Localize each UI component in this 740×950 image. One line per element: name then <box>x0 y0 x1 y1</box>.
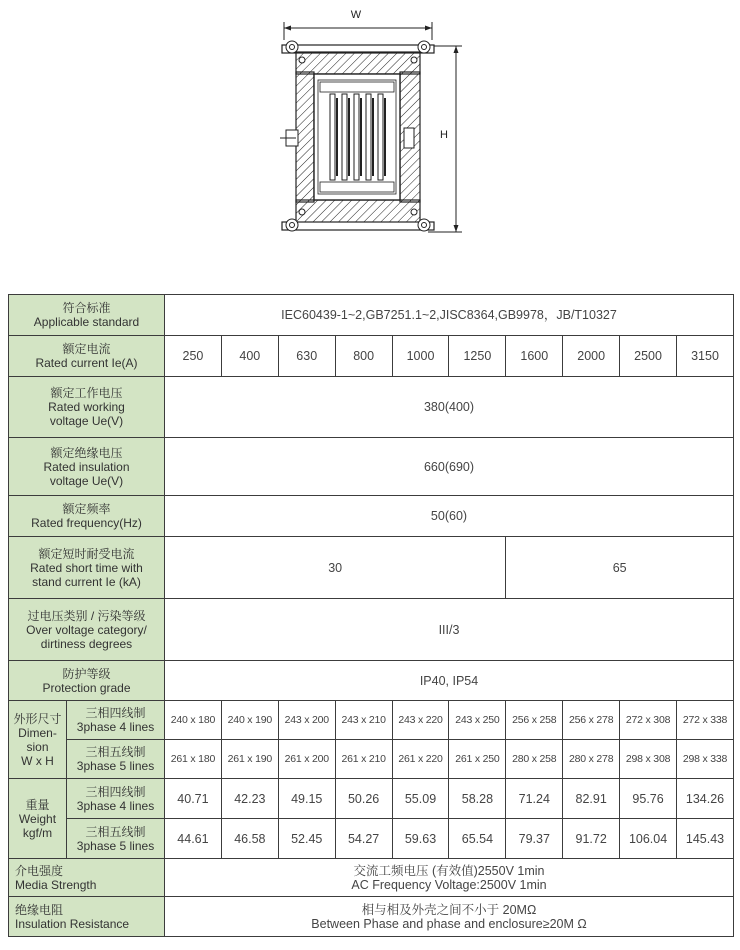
label-protection-grade: 防护等级 Protection grade <box>9 661 165 701</box>
label-insulation-resistance: 绝缘电阻 Insulation Resistance <box>9 897 165 937</box>
dimension-value: 243 x 250 <box>449 701 506 740</box>
current-value: 2000 <box>563 336 620 377</box>
label-dimension: 外形尺寸 Dimen- sion W x H <box>9 701 67 779</box>
value-overvoltage-category: III/3 <box>165 599 734 661</box>
row-rated-insulation-voltage <box>9 438 734 496</box>
weight-value: 44.61 <box>165 819 222 859</box>
dimension-value: 243 x 220 <box>392 701 449 740</box>
top-cover <box>296 52 420 74</box>
weight-value: 55.09 <box>392 779 449 819</box>
row-rated-frequency <box>9 496 734 537</box>
current-value: 1600 <box>506 336 563 377</box>
current-value: 1250 <box>449 336 506 377</box>
dimension-value: 261 x 200 <box>278 740 335 779</box>
weight-value: 95.76 <box>620 779 677 819</box>
value-insulation-resistance: 相与相及外壳之间不小于 20MΩ Between Phase and phase and enclosure≥20M Ω <box>165 897 734 937</box>
dimension-value: 256 x 278 <box>563 701 620 740</box>
current-value: 1000 <box>392 336 449 377</box>
dimension-value: 280 x 278 <box>563 740 620 779</box>
label-weight-3phase-4-lines: 三相四线制 3phase 4 lines <box>67 779 165 819</box>
row-rated-working-voltage <box>9 377 734 438</box>
label-3phase-4-lines: 三相四线制 3phase 4 lines <box>67 701 165 740</box>
label-rated-insulation-voltage: 额定绝缘电压 Rated insulation voltage Ue(V) <box>9 438 165 496</box>
dimension-value: 272 x 338 <box>677 701 734 740</box>
weight-value: 91.72 <box>563 819 620 859</box>
current-value: 800 <box>335 336 392 377</box>
row-rated-current <box>9 336 734 377</box>
row-dimension-4-lines <box>9 701 734 740</box>
width-label: W <box>350 9 362 21</box>
dimension-value: 280 x 258 <box>506 740 563 779</box>
row-short-time-current <box>9 537 734 599</box>
value-short-time-high: 65 <box>506 537 734 599</box>
row-protection-grade <box>9 661 734 701</box>
dimension-value: 298 x 338 <box>677 740 734 779</box>
dimension-value: 261 x 220 <box>392 740 449 779</box>
label-rated-frequency: 额定频率 Rated frequency(Hz) <box>9 496 165 537</box>
label-overvoltage-category: 过电压类别 / 污染等级 Over voltage category/ dirtiness degrees <box>9 599 165 661</box>
dimension-value: 261 x 180 <box>165 740 222 779</box>
current-value: 400 <box>221 336 278 377</box>
row-media-strength <box>9 859 734 897</box>
dimension-value: 261 x 250 <box>449 740 506 779</box>
dimension-value: 261 x 210 <box>335 740 392 779</box>
weight-value: 58.28 <box>449 779 506 819</box>
weight-value: 54.27 <box>335 819 392 859</box>
weight-value: 59.63 <box>392 819 449 859</box>
bottom-cover <box>296 200 420 224</box>
value-media-strength: 交流工频电压 (有效值)2550V 1min AC Frequency Voltage:2500V 1min <box>165 859 734 897</box>
value-applicable-standard: IEC60439-1~2,GB7251.1~2,JISC8364,GB9978，JB/T10327 <box>165 295 734 336</box>
row-dimension-5-lines <box>9 740 734 779</box>
busway-cross-section-diagram <box>0 0 740 290</box>
dimension-value: 240 x 190 <box>221 701 278 740</box>
current-value: 250 <box>165 336 222 377</box>
label-weight-3phase-5-lines: 三相五线制 3phase 5 lines <box>67 819 165 859</box>
weight-value: 145.43 <box>677 819 734 859</box>
value-rated-working-voltage: 380(400) <box>165 377 734 438</box>
weight-value: 82.91 <box>563 779 620 819</box>
label-3phase-5-lines: 三相五线制 3phase 5 lines <box>67 740 165 779</box>
weight-value: 65.54 <box>449 819 506 859</box>
value-protection-grade: IP40, IP54 <box>165 661 734 701</box>
dimension-value: 243 x 210 <box>335 701 392 740</box>
label-applicable-standard: 符合标准 Applicable standard <box>9 295 165 336</box>
value-rated-insulation-voltage: 660(690) <box>165 438 734 496</box>
weight-value: 79.37 <box>506 819 563 859</box>
value-rated-frequency: 50(60) <box>165 496 734 537</box>
dimension-value: 298 x 308 <box>620 740 677 779</box>
dimension-value: 256 x 258 <box>506 701 563 740</box>
label-short-time-current: 额定短时耐受电流 Rated short time with stand current Ie (kA) <box>9 537 165 599</box>
label-weight: 重量 Weight kgf/m <box>9 779 67 859</box>
current-value: 630 <box>278 336 335 377</box>
row-applicable-standard <box>9 295 734 336</box>
weight-value: 134.26 <box>677 779 734 819</box>
row-weight-4-lines <box>9 779 734 819</box>
height-label: H <box>440 129 448 141</box>
row-insulation-resistance <box>9 897 734 937</box>
label-rated-current: 额定电流 Rated current Ie(A) <box>9 336 165 377</box>
weight-value: 71.24 <box>506 779 563 819</box>
weight-value: 106.04 <box>620 819 677 859</box>
dimension-value: 261 x 190 <box>221 740 278 779</box>
weight-value: 49.15 <box>278 779 335 819</box>
weight-value: 42.23 <box>221 779 278 819</box>
dimension-value: 272 x 308 <box>620 701 677 740</box>
dimension-value: 240 x 180 <box>165 701 222 740</box>
current-value: 3150 <box>677 336 734 377</box>
weight-value: 46.58 <box>221 819 278 859</box>
row-weight-5-lines <box>9 819 734 859</box>
weight-value: 40.71 <box>165 779 222 819</box>
current-value: 2500 <box>620 336 677 377</box>
dimension-value: 243 x 200 <box>278 701 335 740</box>
label-rated-working-voltage: 额定工作电压 Rated working voltage Ue(V) <box>9 377 165 438</box>
value-short-time-low: 30 <box>165 537 506 599</box>
left-wall <box>296 72 314 202</box>
weight-value: 50.26 <box>335 779 392 819</box>
weight-value: 52.45 <box>278 819 335 859</box>
row-overvoltage-category <box>9 599 734 661</box>
label-media-strength: 介电强度 Media Strength <box>9 859 165 897</box>
specification-table <box>8 294 734 937</box>
